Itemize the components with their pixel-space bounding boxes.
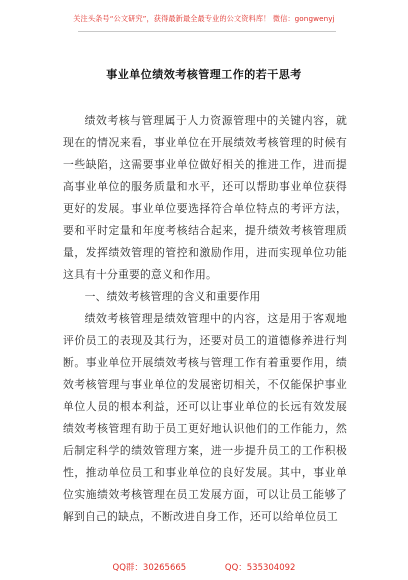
footer-contact: [0, 561, 408, 573]
footer-qq-group: QQ群：30265665: [112, 563, 187, 573]
footer-qq: QQ：535304092: [224, 563, 296, 573]
section-heading: 一、绩效考核管理的含义和重要作用: [84, 290, 261, 303]
header-divider: [78, 31, 336, 32]
header-notice: 关注头条号“公文研究”，获得最新最全最专业的公文资料库！ 微信：gongwenyj: [73, 14, 335, 23]
document-title: 事业单位绩效考核管理工作的若干思考: [106, 68, 302, 81]
document-body: [63, 110, 347, 528]
paragraph-intro: 绩效考核与管理属于人力资源管理中的关键内容，就现在的情况来看，事业单位在开展绩效考核管理的时候有一些缺陷，这需要事业单位做好相关的推进工作，进而提高事业单位的服务质量和水平，还可以帮助事业单位获得更好的发展。事业单位要选择符合单位特点的考评方法，要和平时定量和年度考核结合起来，提升绩效考核管理质量，发挥绩效管理的管控和激励作用，进而实现单位功能这具有十分重要的意义和作用。: [63, 114, 347, 281]
paragraph-definition: 绩效考核管理是绩效管理中的内容，这是用于客观地评价员工的表现及其行为，还要对员工的道德修养进行判断。事业单位开展绩效考核与管理工作有着重要作用，绩效考核管理与事业单位的发展密切相关，不仅能保护事业单位人员的根本利益，还可以让事业单位的长远有效发展绩效考核管理有助于员工更好地认识他们的工作能力，然后制定科学的绩效管理方案，进一步提升员工的工作积极性，推动单位员工和事业单位的良好发展。其中，事业单位实施绩效考核管理在员工发展方面，可以让员工能够了解到自己的缺点，不断改进自身工作，还可以给单位员工: [63, 312, 347, 523]
